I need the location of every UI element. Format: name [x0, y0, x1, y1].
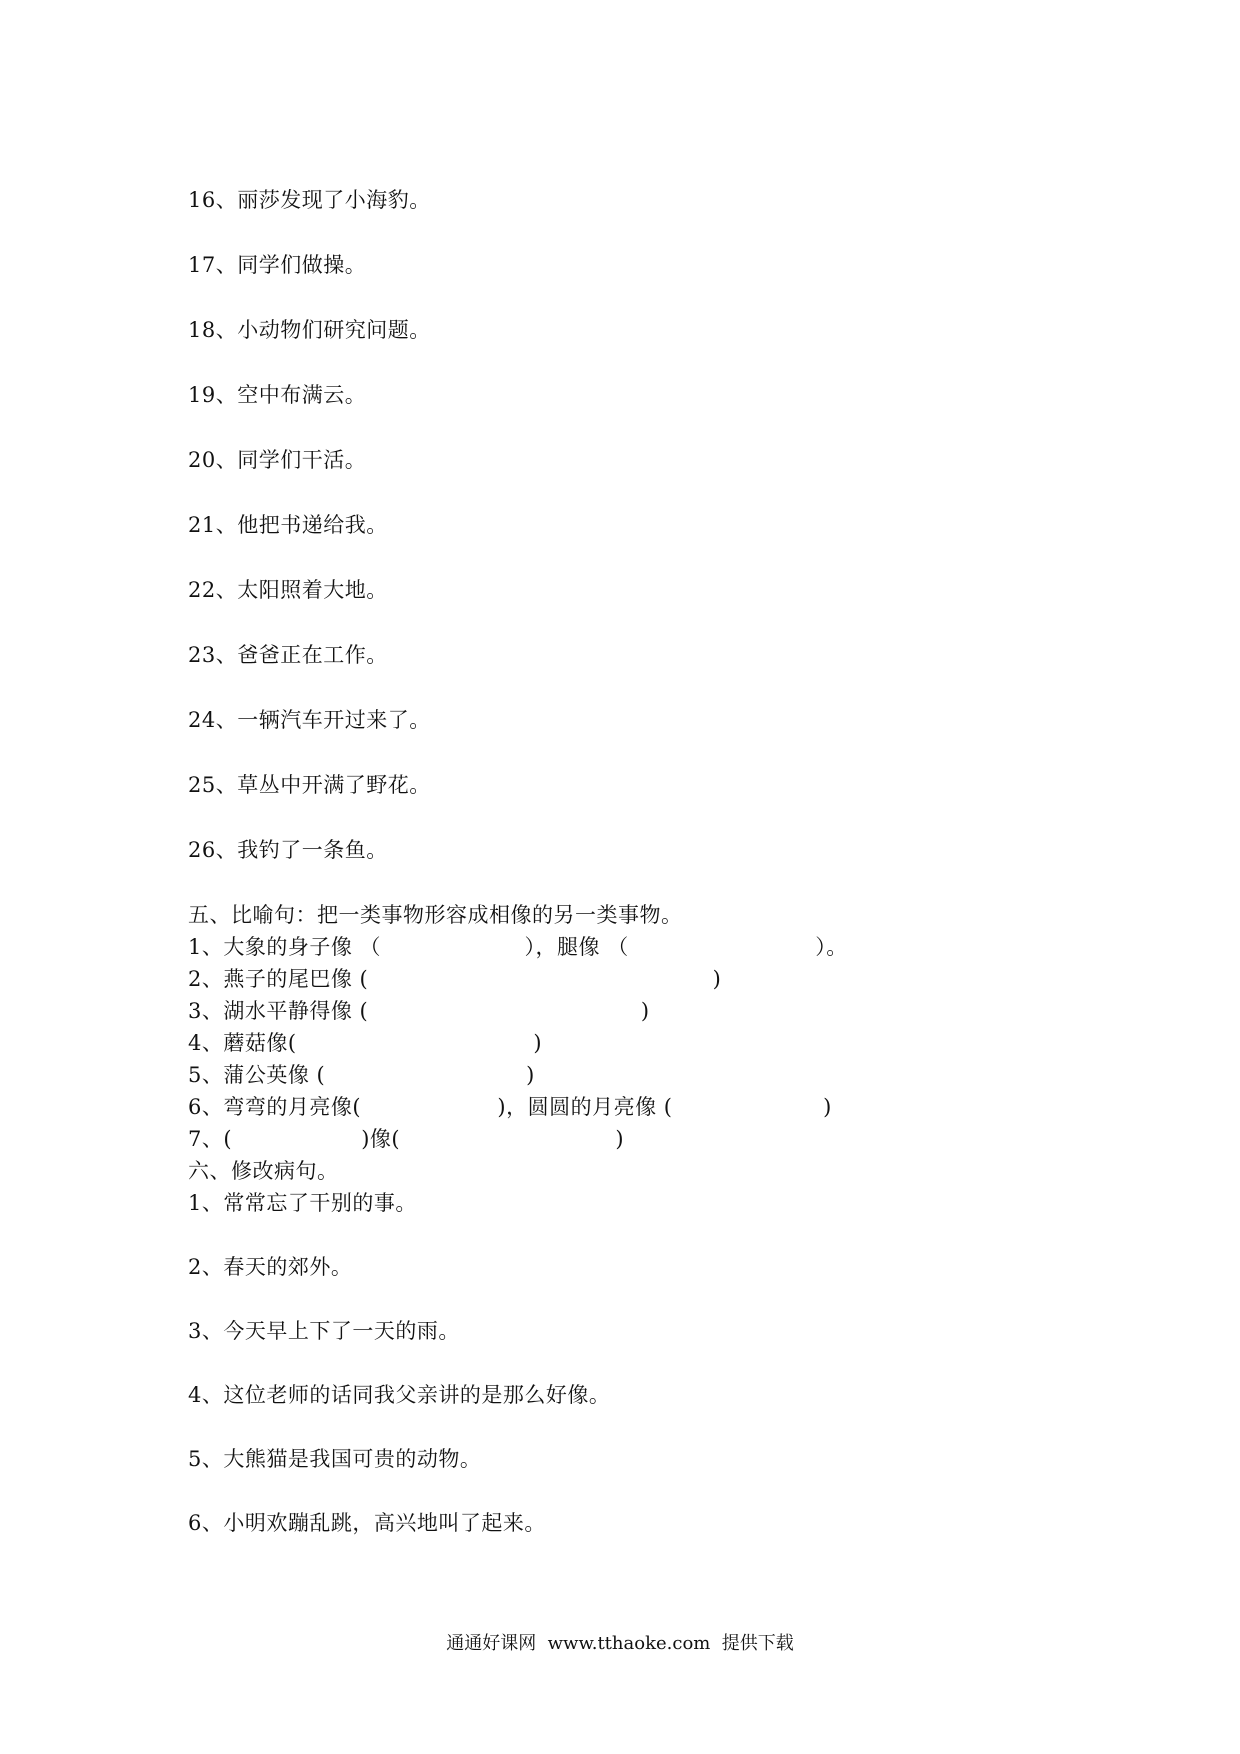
sentence-item-24: 24、一辆汽车开过来了。	[188, 708, 431, 732]
correction-item-4: 4、这位老师的话同我父亲讲的是那么好像。	[188, 1383, 611, 1407]
sentence-item-26: 26、我钓了一条鱼。	[188, 838, 388, 862]
page-footer: 通通好课网 www.tthaoke.com 提供下载	[446, 1633, 794, 1654]
simile-item-1: 1、大象的身子像 （ ），腿像 （ ）。	[188, 935, 848, 959]
correction-item-3: 3、今天早上下了一天的雨。	[188, 1319, 460, 1343]
correction-item-6: 6、小明欢蹦乱跳，高兴地叫了起来。	[188, 1511, 546, 1535]
sentence-item-22: 22、太阳照着大地。	[188, 578, 388, 602]
sentence-item-25: 25、草丛中开满了野花。	[188, 773, 431, 797]
simile-item-6: 6、弯弯的月亮像( )，圆圆的月亮像 ( )	[188, 1095, 832, 1119]
sentence-item-18: 18、小动物们研究问题。	[188, 318, 431, 342]
section-six-heading: 六、修改病句。	[188, 1159, 339, 1183]
section-five-heading: 五、比喻句：把一类事物形容成相像的另一类事物。	[188, 903, 683, 927]
sentence-item-19: 19、空中布满云。	[188, 383, 367, 407]
simile-item-2: 2、燕子的尾巴像 ( )	[188, 967, 722, 991]
correction-item-5: 5、大熊猫是我国可贵的动物。	[188, 1447, 482, 1471]
simile-item-7: 7、( )像( )	[188, 1127, 625, 1151]
sentence-item-16: 16、丽莎发现了小海豹。	[188, 188, 431, 212]
sentence-item-20: 20、同学们干活。	[188, 448, 367, 472]
correction-item-1: 1、常常忘了干别的事。	[188, 1191, 417, 1215]
sentence-item-23: 23、爸爸正在工作。	[188, 643, 388, 667]
simile-item-4: 4、蘑菇像( )	[188, 1031, 543, 1055]
simile-item-3: 3、湖水平静得像 ( )	[188, 999, 650, 1023]
correction-item-2: 2、春天的郊外。	[188, 1255, 353, 1279]
sentence-item-21: 21、他把书递给我。	[188, 513, 388, 537]
sentence-item-17: 17、同学们做操。	[188, 253, 367, 277]
simile-item-5: 5、蒲公英像 ( )	[188, 1063, 535, 1087]
